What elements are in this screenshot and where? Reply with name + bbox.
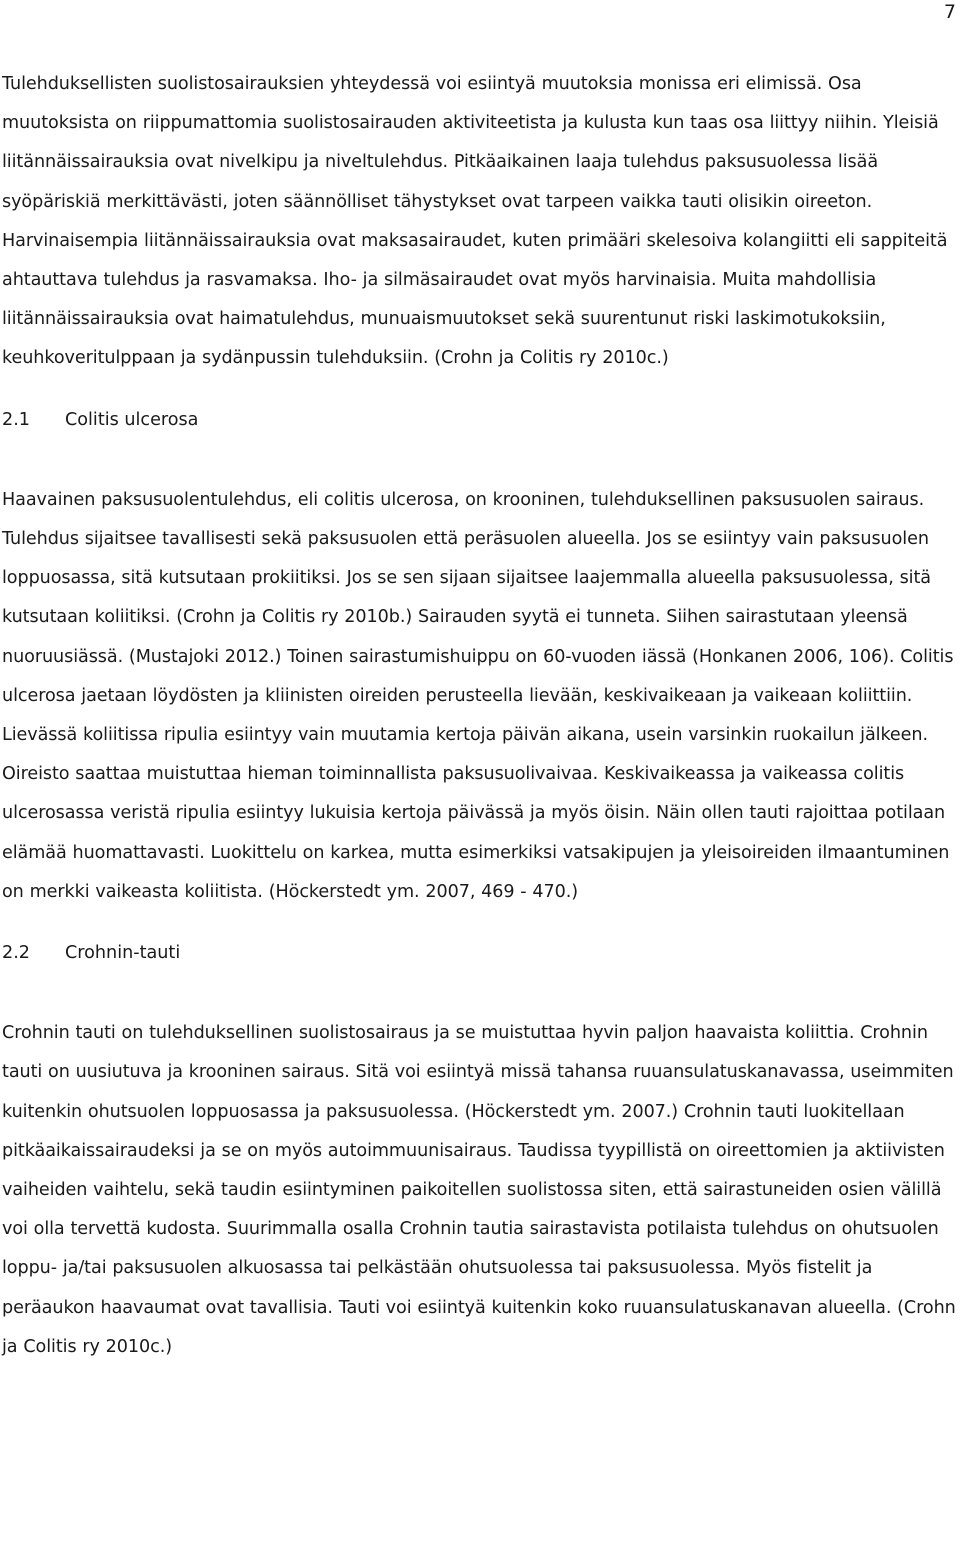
section-title: Colitis ulcerosa [65,409,199,430]
section-title: Crohnin-tauti [65,943,181,964]
page-number: 7 [943,1,956,23]
section-heading-colitis [2,401,957,440]
section-heading-crohn [2,934,957,973]
paragraph-crohn: Crohnin tauti on tulehduksellinen suolistosairaus ja se muistuttaa hyvin paljon haavaista koliittia. Crohnin tauti on uusiutuva ja krooninen sairaus. Sitä voi esiintyä missä tahansa ruuansulatuskanavassa, useimmiten kuitenkin ohutsuolen loppuosassa ja paksusuolessa. (Höckerstedt ym. 2007.) Crohnin tauti luokitellaan pitkäaikaissairaudeksi ja se on myös autoimmuunisairaus. Taudissa tyypillistä on oireettomien ja aktiivisten vaiheiden vaihtelu, sekä taudin esiintyminen paikoitellen suolistossa siten, että sairastuneiden osien välillä voi olla tervettä kudosta. Suurimmalla osalla Crohnin tautia sairastavista potilaista tulehdus on ohutsuolen loppu- ja/tai paksusuolen alkuosassa tai pelkästään ohutsuolessa tai paksusuolessa. Myös fistelit ja peräaukon haavaumat ovat tavallisia. Tauti voi esiintyä kuitenkin koko ruuansulatuskanavan alueella. (Crohn ja Colitis ry 2010c.) [2,1023,956,1357]
paragraph-colitis: Haavainen paksusuolentulehdus, eli colitis ulcerosa, on krooninen, tulehduksellinen paksusuolen sairaus. Tulehdus sijaitsee tavallisesti sekä paksusuolen että peräsuolen alueella. Jos se esiintyy vain paksusuolen loppuosassa, sitä kutsutaan prokiitiksi. Jos se sen sijaan sijaitsee laajemmalla alueella paksusuolessa, sitä kutsutaan koliitiksi. (Crohn ja Colitis ry 2010b.) Sairauden syytä ei tunneta. Siihen sairastutaan yleensä nuoruusiässä. (Mustajoki 2012.) Toinen sairastumishuippu on 60-vuoden iässä (Honkanen 2006, 106). Colitis ulcerosa jaetaan löydösten ja kliinisten oireiden perusteella lievään, keskivaikeaan ja vaikeaan koliittiin. Lievässä koliitissa ripulia esiintyy vain muutamia kertoja päivän aikana, usein varsinkin ruokailun jälkeen. Oireisto saattaa muistuttaa hieman toiminnallista paksusuolivaivaa. Keskivaikeassa ja vaikeassa colitis ulcerosassa veristä ripulia esiintyy lukuisia kertoja päivässä ja myös öisin. Näin ollen tauti rajoittaa potilaan elämää huomattavasti. Luokittelu on karkea, mutta esimerkiksi vatsakipujen ja yleisoireiden ilmaantuminen on merkki vaikeasta koliitista. (Höckerstedt ym. 2007, 469 - 470.) [2,489,954,902]
document-body [2,65,957,1367]
paragraph-intro: Tulehduksellisten suolistosairauksien yhteydessä voi esiintyä muutoksia monissa eri elimissä. Osa muutoksista on riippumattomia suolistosairauden aktiviteetista ja kulusta kun taas osa liittyy niihin. Yleisiä liitännäissairauksia ovat nivelkipu ja niveltulehdus. Pitkäaikainen laaja tulehdus paksusuolessa lisää syöpäriskiä merkittävästi, joten säännölliset tähystykset ovat tarpeen vaikka tauti olisikin oireeton. Harvinaisempia liitännäissairauksia ovat maksasairaudet, kuten primääri skelesoiva kolangiitti eli sappiteitä ahtauttava tulehdus ja rasvamaksa. Iho- ja silmäsairaudet ovat myös harvinaisia. Muita mahdollisia liitännäissairauksia ovat haimatulehdus, munuaismuutokset sekä suurentunut riski laskimotukoksiin, keuhkoveritulppaan ja sydänpussin tulehduksiin. (Crohn ja Colitis ry 2010c.) [2,74,948,369]
section-number: 2.1 [2,409,30,430]
section-number: 2.2 [2,943,30,964]
